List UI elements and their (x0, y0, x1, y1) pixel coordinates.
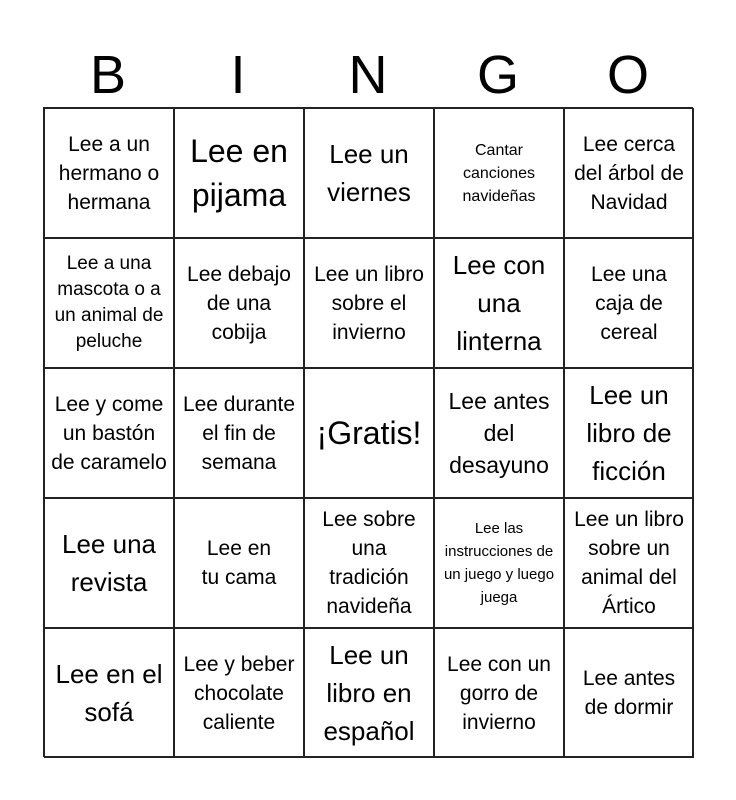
bingo-cell[interactable] (434, 238, 564, 368)
bingo-cell-text: Lee a una mascota o a un animal de peluche (54, 253, 164, 352)
header-letter-b: B (89, 45, 127, 105)
bingo-cell-text: Lee cerca del árbol de Navidad (574, 132, 684, 214)
bingo-cell-text: Lee un libro en español (323, 640, 415, 746)
bingo-cell[interactable] (434, 108, 564, 238)
bingo-cell-text: Lee sobre una tradición navideña (322, 508, 416, 618)
bingo-cell[interactable] (174, 498, 304, 628)
header-letter-o: O (606, 45, 649, 105)
bingo-cell[interactable] (564, 628, 694, 758)
bingo-cell-text: Lee un viernes (327, 139, 411, 207)
bingo-cell-text: Lee con un gorro de invierno (447, 652, 551, 734)
bingo-cell-text: Lee y come un bastón de caramelo (51, 392, 167, 474)
bingo-cell[interactable] (304, 238, 434, 368)
bingo-cell[interactable] (434, 628, 564, 758)
bingo-cell[interactable] (174, 628, 304, 758)
bingo-cell-text: Lee las instrucciones de un juego y luego juega (443, 520, 555, 606)
bingo-cell-text: Lee antes de dormir (582, 667, 676, 719)
bingo-cell-text: Lee en tu cama (201, 537, 277, 589)
bingo-cell-text: Lee a un hermano o hermana (58, 132, 160, 214)
bingo-cell-text: Lee y beber chocolate caliente (183, 652, 295, 734)
header-letter-n: N (348, 45, 388, 105)
bingo-cell[interactable] (564, 498, 694, 628)
bingo-cell[interactable] (174, 238, 304, 368)
bingo-cell-text: Lee en pijama (190, 133, 288, 213)
bingo-cell[interactable] (174, 108, 304, 238)
bingo-cell[interactable] (434, 368, 564, 498)
free-space-text: ¡Gratis! (316, 415, 422, 451)
bingo-cell-text: Lee una revista (62, 529, 156, 597)
bingo-cell[interactable] (44, 238, 174, 368)
bingo-cell[interactable] (434, 498, 564, 628)
bingo-cell[interactable] (304, 498, 434, 628)
bingo-cell-text: Lee durante el fin de semana (182, 392, 296, 474)
header-letter-g: G (476, 45, 519, 105)
bingo-cell-text: Lee antes del desayuno (448, 388, 550, 478)
bingo-card-grid (43, 107, 693, 757)
bingo-cell-text: Lee con una linterna (452, 250, 546, 356)
bingo-cell-text: Lee un libro sobre un animal del Ártico (574, 508, 684, 618)
bingo-cell-text: Lee un libro de ficción (586, 380, 672, 486)
bingo-header (43, 42, 693, 108)
bingo-cell[interactable] (44, 498, 174, 628)
bingo-cell[interactable] (174, 368, 304, 498)
bingo-cell[interactable] (564, 238, 694, 368)
bingo-cell[interactable] (44, 628, 174, 758)
bingo-cell-text: Lee debajo de una cobija (187, 262, 291, 344)
bingo-cell[interactable] (44, 368, 174, 498)
bingo-cell-text: Lee un libro sobre el invierno (314, 262, 424, 344)
header-letter-i: I (230, 45, 246, 105)
bingo-cell[interactable] (304, 628, 434, 758)
free-space-cell[interactable] (304, 368, 434, 498)
bingo-cell-text: Cantar canciones navideñas (462, 141, 536, 205)
bingo-cell[interactable] (564, 108, 694, 238)
bingo-cell-text: Lee una caja de cereal (591, 262, 667, 344)
bingo-cell[interactable] (564, 368, 694, 498)
bingo-cell[interactable] (304, 108, 434, 238)
bingo-cell[interactable] (44, 108, 174, 238)
bingo-cell-text: Lee en el sofá (55, 659, 163, 727)
